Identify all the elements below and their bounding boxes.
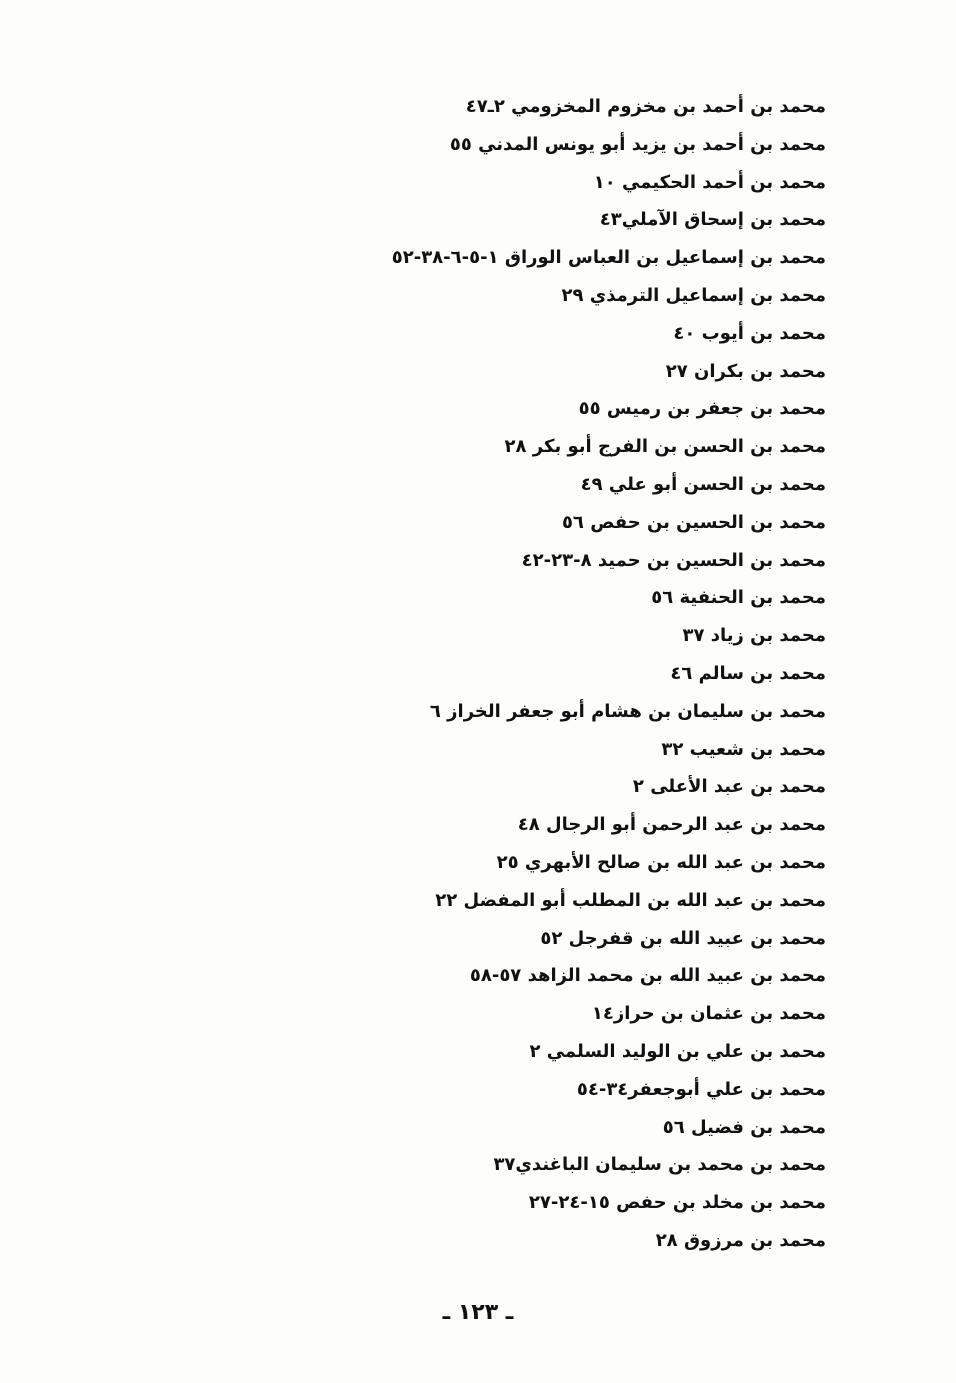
index-entry: محمد بن سليمان بن هشام أبو جعفر الخراز ٦ bbox=[429, 700, 826, 722]
index-entry: محمد بن زياد ٣٧ bbox=[682, 625, 826, 647]
index-entry: محمد بن بكران ٢٧ bbox=[665, 360, 826, 382]
index-entry: محمد بن الحسين بن حفص ٥٦ bbox=[561, 511, 826, 533]
index-entry: محمد بن جعفر بن رميس ٥٥ bbox=[578, 398, 826, 420]
index-entry: محمد بن شعيب ٣٢ bbox=[661, 738, 826, 760]
index-entry: محمد بن عبيد الله بن قفرجل ٥٢ bbox=[540, 927, 826, 949]
index-entry: محمد بن أحمد بن مخزوم المخزومي ٢ـ٤٧ bbox=[465, 96, 826, 117]
index-entry: محمد بن أحمد بن يزيد أبو يونس المدني ٥٥ bbox=[449, 133, 826, 155]
index-entry: محمد بن إسماعيل بن العباس الوراق ١-٥-٦-٣٨-٥٢ bbox=[391, 247, 826, 269]
index-entry: محمد بن أيوب ٤٠ bbox=[673, 322, 826, 344]
index-entry: محمد بن علي بن الوليد السلمي ٢ bbox=[529, 1040, 826, 1062]
index-entry: محمد بن إسحاق الآملي٤٣ bbox=[599, 209, 826, 231]
index-entry: محمد بن عبيد الله بن محمد الزاهد ٥٧-٥٨ bbox=[469, 965, 826, 987]
index-entry: محمد بن علي أبوجعفر٣٤-٥٤ bbox=[576, 1078, 826, 1100]
index-entry: محمد بن الحنفية ٥٦ bbox=[651, 587, 826, 609]
index-entry: محمد بن الحسن أبو علي ٤٩ bbox=[580, 473, 826, 495]
index-entry: محمد بن أحمد الحكيمي ١٠ bbox=[593, 171, 826, 193]
index-entry: محمد بن مخلد بن حفص ١٥-٢٤-٢٧ bbox=[528, 1192, 826, 1214]
index-entry: محمد بن سالم ٤٦ bbox=[670, 662, 826, 684]
page-number: ـ ١٢٣ ـ bbox=[442, 1300, 514, 1325]
index-entry: محمد بن عبد الله بن المطلب أبو المفضل ٢٢ bbox=[435, 889, 826, 911]
index-entry: محمد بن عبد الله بن صالح الأبهري ٢٥ bbox=[496, 851, 826, 873]
index-entry: محمد بن عبد الأعلى ٢ bbox=[632, 776, 826, 798]
index-entry: محمد بن عبد الرحمن أبو الرجال ٤٨ bbox=[517, 814, 826, 836]
index-entry-list bbox=[366, 88, 826, 1260]
index-entry: محمد بن عثمان بن حراز١٤ bbox=[591, 1003, 826, 1025]
index-entry: محمد بن مرزوق ٢٨ bbox=[655, 1229, 826, 1251]
index-entry: محمد بن محمد بن سليمان الباغندي٣٧ bbox=[493, 1154, 826, 1176]
index-entry: محمد بن الحسين بن حميد ٨-٢٣-٤٢ bbox=[521, 549, 826, 571]
index-entry: محمد بن إسماعيل الترمذي ٢٩ bbox=[561, 284, 826, 306]
index-entry: محمد بن فضيل ٥٦ bbox=[662, 1116, 826, 1138]
index-entry: محمد بن الحسن بن الفرج أبو بكر ٢٨ bbox=[504, 436, 826, 458]
